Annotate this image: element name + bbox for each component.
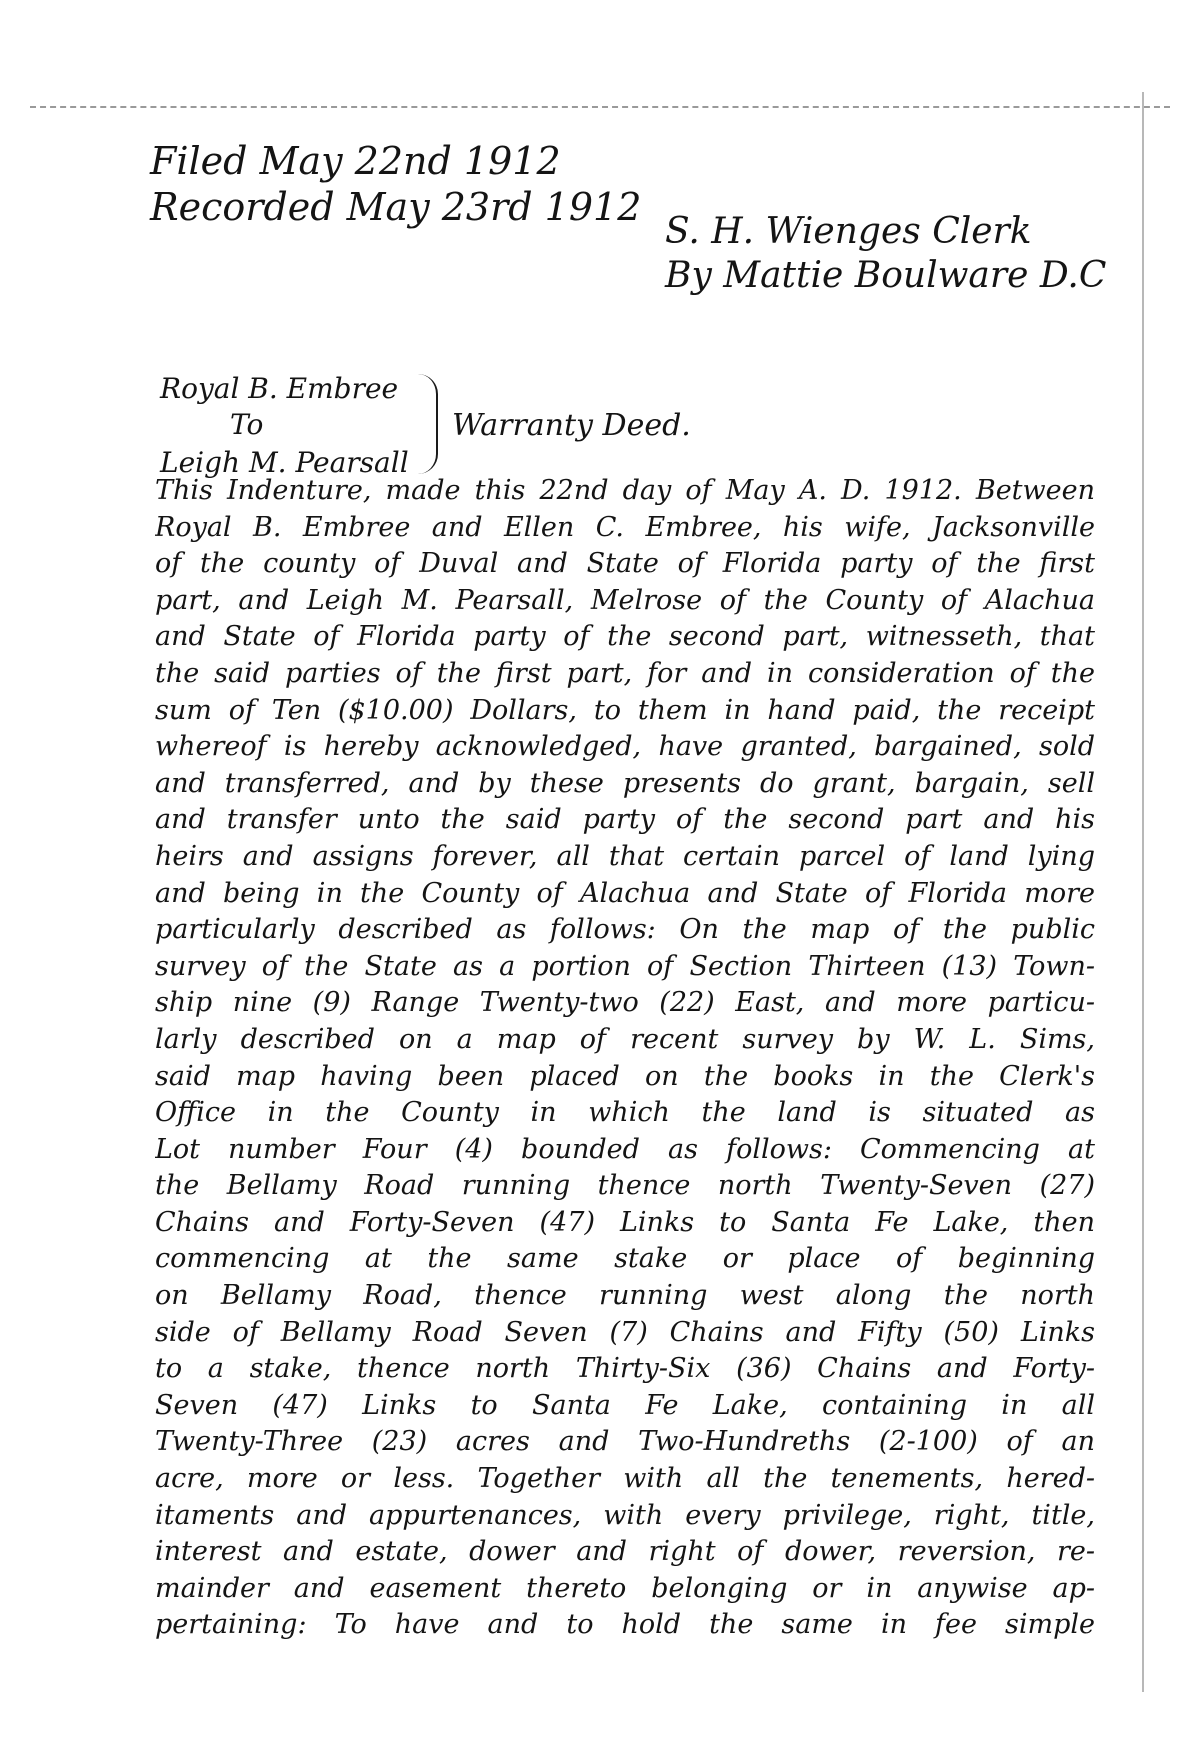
deed-text-line: mainder and easement thereto belonging or in anywise ap-: [155, 1572, 1095, 1604]
deed-text-line: heirs and assigns forever, all that certain parcel of land lying: [155, 840, 1095, 872]
deed-text-line: of the county of Duval and State of Florida party of the first: [155, 548, 1095, 580]
clerk-name: S. H. Wienges Clerk: [665, 211, 1032, 252]
deed-text-line: particularly described as follows: On the map of the public: [155, 914, 1095, 946]
clerk-signature: [665, 210, 1106, 298]
deed-text-line: the said parties of the first part, for and in consideration of the: [155, 657, 1095, 689]
deed-text-line: side of Bellamy Road Seven (7) Chains and Fifty (50) Links: [155, 1316, 1095, 1348]
top-divider: [30, 106, 1170, 108]
filing-notation: [150, 138, 641, 230]
deed-text-line: This Indenture, made this 22nd day of May A. D. 1912. Between: [155, 475, 1095, 506]
deed-text-line: Office in the County in which the land is situated as: [155, 1097, 1095, 1129]
deed-text-line: interest and estate, dower and right of dower, reversion, re-: [155, 1536, 1095, 1568]
deed-text-line: sum of Ten ($10.00) Dollars, to them in hand paid, the receipt: [155, 694, 1095, 726]
deed-text-line: larly described on a map of recent survey by W. L. Sims,: [155, 1023, 1095, 1055]
deed-text-line: and State of Florida party of the second part, witnesseth, that: [155, 621, 1095, 653]
right-margin-line: [1142, 92, 1144, 1692]
grantor-name: Royal B. Embree: [160, 372, 399, 405]
filed-date: Filed May 22nd 1912: [150, 139, 561, 183]
grantee-name: Leigh M. Pearsall: [160, 446, 409, 479]
deed-text-line: Chains and Forty-Seven (47) Links to Santa Fe Lake, then: [155, 1206, 1095, 1238]
deed-text-line: Twenty-Three (23) acres and Two-Hundreths (2-100) of an: [155, 1426, 1095, 1458]
deed-text-line: and being in the County of Alachua and State of Florida more: [155, 877, 1095, 909]
deed-text-line: Royal B. Embree and Ellen C. Embree, his wife, Jacksonville: [155, 511, 1095, 543]
deed-text-line: ship nine (9) Range Twenty-two (22) East, and more particu-: [155, 987, 1095, 1019]
caption-to: To: [230, 408, 264, 441]
deed-text-line: part, and Leigh M. Pearsall, Melrose of the County of Alachua: [155, 584, 1095, 616]
deed-text-line: and transfer unto the said party of the second part and his: [155, 804, 1095, 836]
deed-text-line: commencing at the same stake or place of beginning: [155, 1243, 1095, 1275]
deed-text-line: pertaining: To have and to hold the same in fee simple: [155, 1609, 1095, 1641]
deed-text-line: whereof is hereby acknowledged, have granted, bargained, sold: [155, 731, 1095, 763]
deed-text-line: Lot number Four (4) bounded as follows: Commencing at: [155, 1133, 1095, 1165]
caption-brace: [410, 374, 438, 474]
deed-text-line: Seven (47) Links to Santa Fe Lake, containing in all: [155, 1389, 1095, 1421]
document-type: Warranty Deed.: [452, 408, 691, 443]
deed-body: [155, 473, 1095, 1644]
deed-text-line: the Bellamy Road running thence north Twenty-Seven (27): [155, 1170, 1095, 1202]
recorded-date: Recorded May 23rd 1912: [150, 185, 642, 229]
deed-text-line: survey of the State as a portion of Section Thirteen (13) Town-: [155, 950, 1095, 982]
deed-text-line: on Bellamy Road, thence running west along the north: [155, 1280, 1095, 1312]
deputy-clerk: By Mattie Boulware D.C: [665, 255, 1107, 296]
deed-text-line: said map having been placed on the books in the Clerk's: [155, 1060, 1095, 1092]
deed-text-line: to a stake, thence north Thirty-Six (36) Chains and Forty-: [155, 1353, 1095, 1385]
deed-text-line: itaments and appurtenances, with every privilege, right, title,: [155, 1499, 1095, 1531]
deed-text-line: acre, more or less. Together with all the tenements, hered-: [155, 1463, 1095, 1495]
deed-text-line: and transferred, and by these presents do grant, bargain, sell: [155, 767, 1095, 799]
